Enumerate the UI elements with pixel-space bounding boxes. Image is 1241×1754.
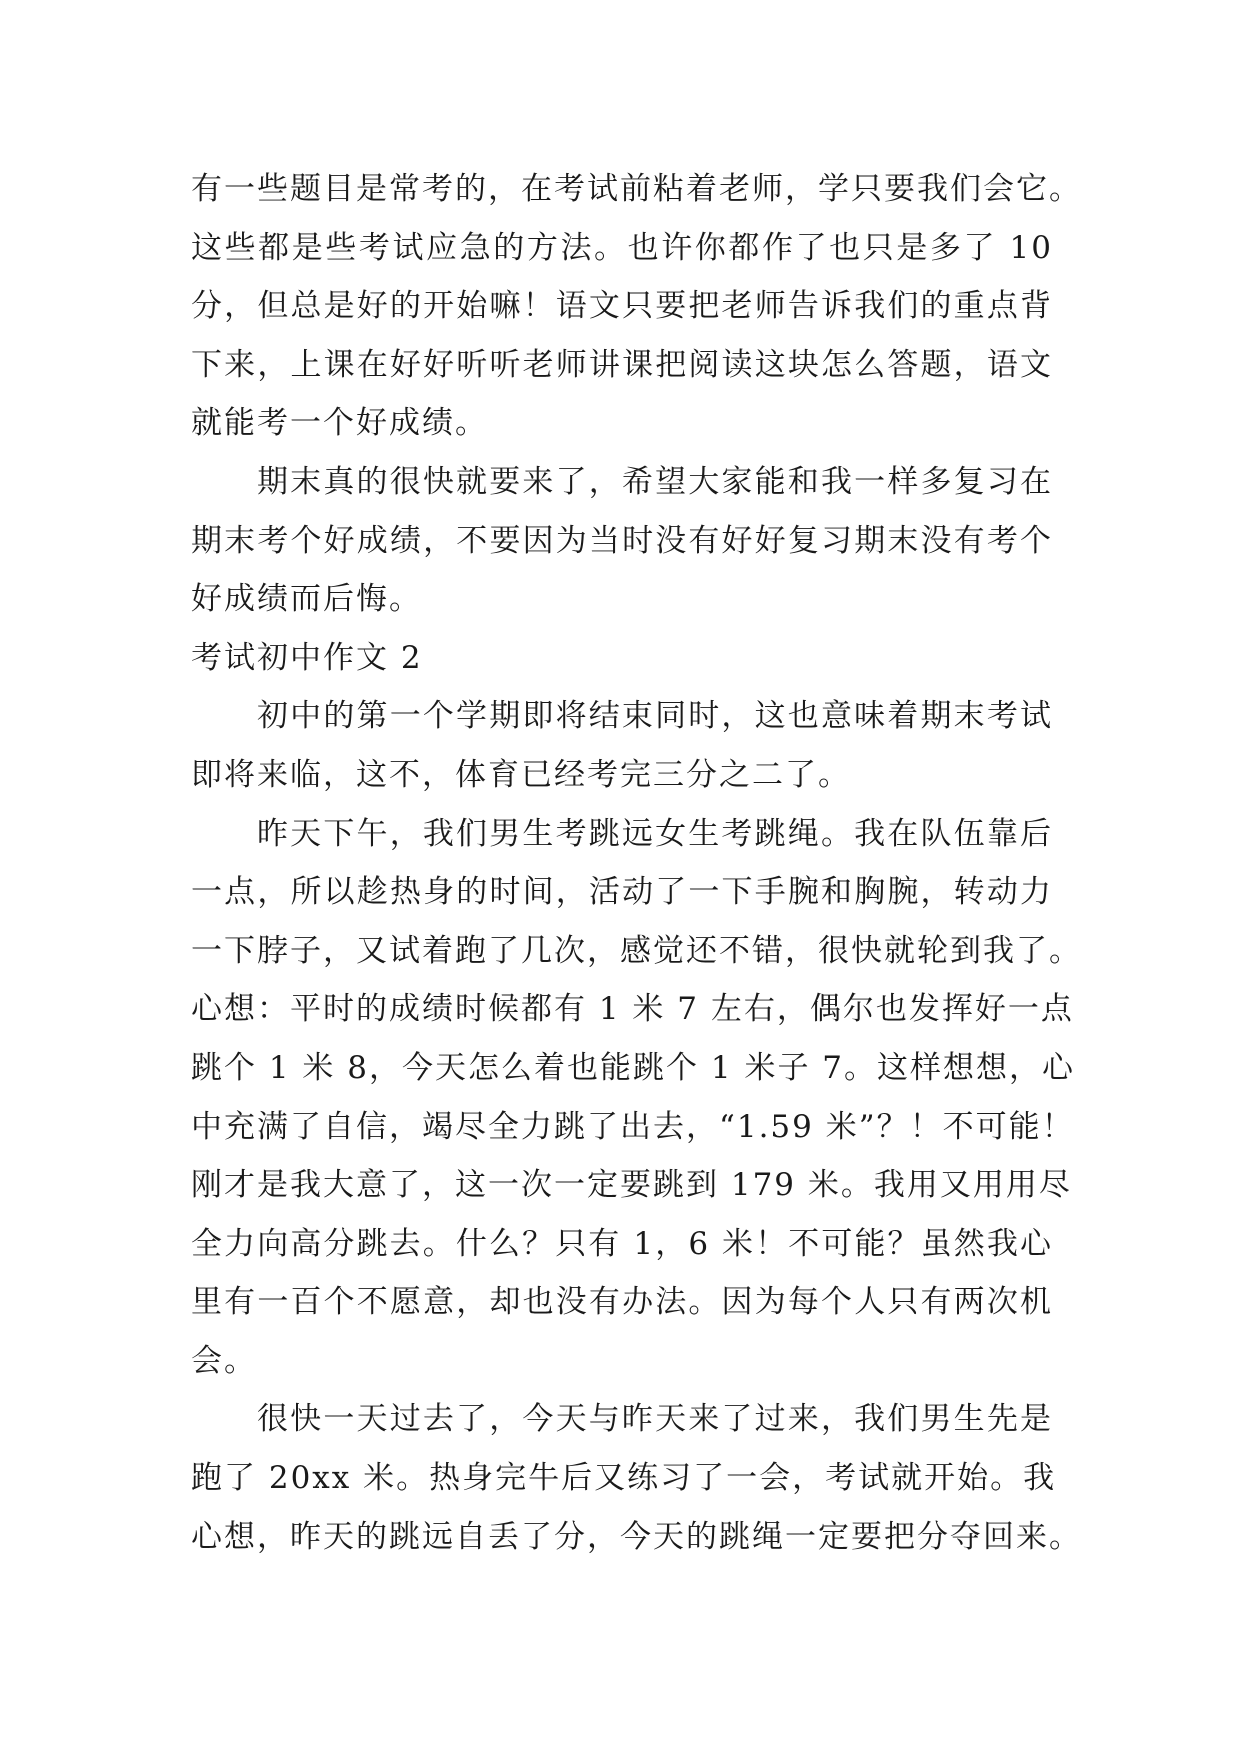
text-line: 全力向高分跳去。什么？只有 1，6 米！不可能？虽然我心 — [191, 1225, 1053, 1262]
paragraph — [191, 1390, 1082, 1566]
text-line: 昨天下午，我们男生考跳远女生考跳绳。我在队伍靠后 — [257, 815, 1053, 852]
text-line: 分，但总是好的开始嘛！语文只要把老师告诉我们的重点背 — [191, 288, 1053, 325]
text-line: 心想：平时的成绩时候都有 1 米 7 左右，偶尔也发挥好一点 — [191, 991, 1074, 1028]
section-heading — [191, 629, 1053, 688]
text-line: 好成绩而后悔。 — [191, 581, 422, 618]
paragraph — [191, 160, 1082, 453]
paragraph — [191, 805, 1082, 1391]
text-line: 下来，上课在好好听听老师讲课把阅读这块怎么答题，语文 — [191, 346, 1053, 383]
text-line: 刚才是我大意了，这一次一定要跳到 179 米。我用又用用尽 — [191, 1167, 1072, 1204]
text-line: 跑了 20xx 米。热身完牛后又练习了一会，考试就开始。我 — [191, 1460, 1057, 1497]
paragraph — [191, 687, 1053, 804]
text-line: 这些都是些考试应急的方法。也许你都作了也只是多了 10 — [191, 229, 1053, 266]
text-line: 初中的第一个学期即将结束同时，这也意味着期末考试 — [257, 698, 1053, 735]
text-line: 心想，昨天的跳远自丢了分，今天的跳绳一定要把分夺回来。 — [191, 1518, 1082, 1555]
paragraph — [191, 453, 1053, 629]
text-line: 即将来临，这不，体育已经考完三分之二了。 — [191, 756, 851, 793]
text-line: 期末考个好成绩，不要因为当时没有好好复习期末没有考个 — [191, 522, 1053, 559]
text-line: 会。 — [191, 1342, 257, 1379]
text-line: 中充满了自信，竭尽全力跳了出去，“1.59 米”？！不可能！ — [191, 1108, 1075, 1145]
text-line: 一下脖子，又试着跑了几次，感觉还不错，很快就轮到我了。 — [191, 932, 1082, 969]
text-line: 跳个 1 米 8，今天怎么着也能跳个 1 米子 7。这样想想，心 — [191, 1049, 1076, 1086]
text-line: 有一些题目是常考的，在考试前粘着老师，学只要我们会它。 — [191, 171, 1082, 207]
text-line: 期末真的很快就要来了，希望大家能和我一样多复习在 — [257, 463, 1053, 500]
text-line: 很快一天过去了，今天与昨天来了过来，我们男生先是 — [257, 1401, 1053, 1438]
text-line: 考试初中作文 2 — [191, 639, 423, 676]
text-line: 一点，所以趁热身的时间，活动了一下手腕和胸腕，转动力 — [191, 874, 1053, 911]
text-line: 就能考一个好成绩。 — [191, 405, 488, 442]
text-line: 里有一百个不愿意，却也没有办法。因为每个人只有两次机 — [191, 1284, 1053, 1321]
document-body — [191, 160, 1082, 1566]
